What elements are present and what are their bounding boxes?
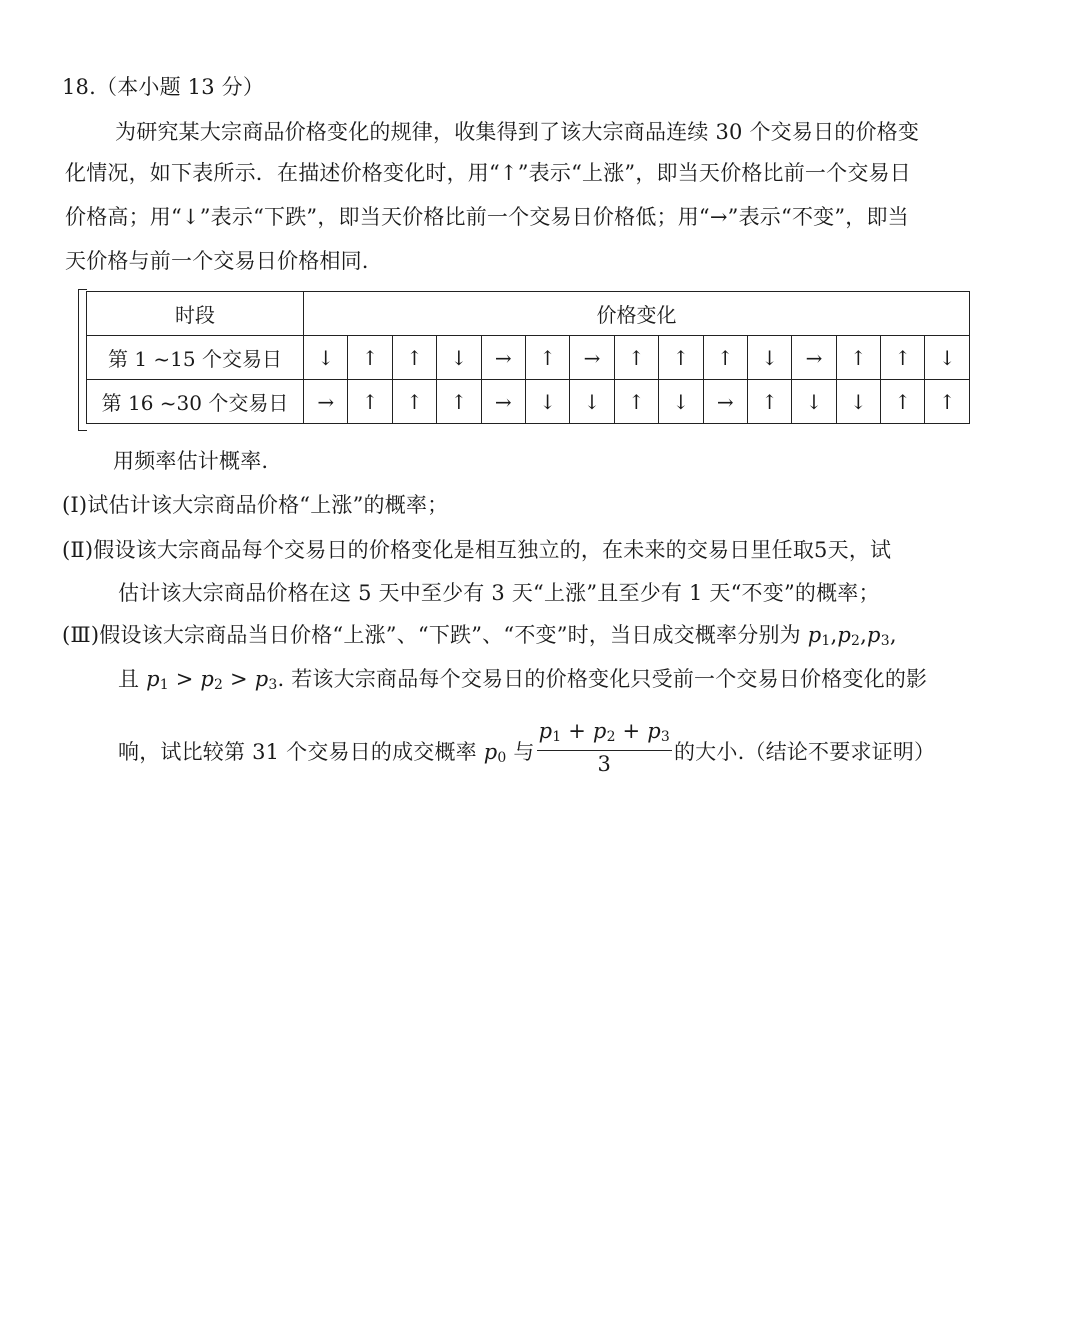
price-change-table	[86, 291, 970, 424]
q3-line2-pre: 且	[118, 667, 147, 691]
fraction-numerator: $p_1 + p_2 + p_3$	[537, 718, 672, 751]
q3-line2-post: . 若该大宗商品每个交易日的价格变化只受前一个交易日价格变化的影	[277, 667, 928, 691]
arrow-cell: ↑	[348, 380, 392, 424]
math-inequality: $p_1 > p_2 > p_3$	[146, 667, 278, 693]
arrow-cell: ↑	[703, 336, 747, 380]
arrow-cell: ↑	[881, 380, 925, 424]
frequency-note: 用频率估计概率.	[113, 449, 269, 473]
arrow-cell: ↑	[348, 336, 392, 380]
table-header-row	[87, 292, 970, 336]
arrow-cell: ↑	[437, 380, 481, 424]
arrow-cell: ↑	[392, 336, 436, 380]
arrow-cell: ↑	[525, 336, 569, 380]
arrow-cell: →	[481, 336, 525, 380]
arrow-cell: →	[481, 380, 525, 424]
arrow-cell: ↑	[614, 380, 658, 424]
question-3-line-2	[118, 664, 927, 700]
intro-line-2: 化情况，如下表所示．在描述价格变化时，用“↑”表示“上涨”，即当天价格比前一个交易日	[65, 161, 911, 185]
arrow-cell: ↓	[925, 336, 970, 380]
arrow-cell: ↓	[792, 380, 836, 424]
table-row-days-1-15	[87, 336, 970, 380]
fraction-denominator: 3	[597, 752, 612, 776]
arrow-cell: ↓	[836, 380, 880, 424]
arrow-cell: →	[703, 380, 747, 424]
question-2-line-1: (Ⅱ)假设该大宗商品每个交易日的价格变化是相互独立的，在未来的交易日里任取5天，试	[62, 538, 892, 562]
arrow-cell: ↑	[659, 336, 703, 380]
question-3-line-3	[118, 719, 936, 783]
intro-line-4: 天价格与前一个交易日价格相同.	[65, 249, 369, 273]
arrow-cell: ↑	[881, 336, 925, 380]
row-label: 第 1 ~15 个交易日	[87, 336, 304, 380]
header-price-change: 价格变化	[304, 292, 970, 336]
arrow-cell: ↓	[570, 380, 614, 424]
intro-line-1: 为研究某大宗商品价格变化的规律，收集得到了该大宗商品连续 30 个交易日的价格变	[115, 120, 920, 144]
q3-line3-pre: 响，试比较第 31 个交易日的成交概率	[118, 740, 484, 764]
q3-line3-mid: 与	[506, 740, 535, 764]
arrow-cell: ↑	[925, 380, 970, 424]
arrow-cell: ↓	[525, 380, 569, 424]
table-row-days-16-30	[87, 380, 970, 424]
q3-line1-text: (Ⅲ)假设该大宗商品当日价格“上涨”、“下跌”、“不变”时，当日成交概率分别为	[62, 623, 808, 647]
arrow-cell: →	[792, 336, 836, 380]
question-1: (Ⅰ)试估计该大宗商品价格“上涨”的概率；	[62, 493, 449, 517]
problem-title: 18.（本小题 13 分）	[62, 75, 265, 99]
math-p1-p2-p3: $p_1,p_2,p_3$,	[807, 623, 897, 649]
arrow-cell: ↓	[304, 336, 348, 380]
arrow-cell: ↓	[437, 336, 481, 380]
arrow-cell: ↓	[659, 380, 703, 424]
row-label: 第 16 ~30 个交易日	[87, 380, 304, 424]
header-period: 时段	[87, 292, 304, 336]
intro-line-3: 价格高；用“↓”表示“下跌”，即当天价格比前一个交易日价格低；用“→”表示“不变”，即当	[65, 205, 909, 229]
arrow-cell: ↑	[392, 380, 436, 424]
question-2-line-2: 估计该大宗商品价格在这 5 天中至少有 3 天“上涨”且至少有 1 天“不变”的概率；	[118, 581, 880, 605]
arrow-cell: →	[570, 336, 614, 380]
q3-line3-post: 的大小.（结论不要求证明）	[673, 740, 936, 764]
math-fraction	[537, 718, 672, 777]
math-p0: $p_0$	[483, 740, 507, 766]
arrow-cell: ↓	[747, 336, 791, 380]
arrow-cell: ↑	[747, 380, 791, 424]
question-3-line-1	[62, 620, 897, 656]
arrow-cell: ↑	[614, 336, 658, 380]
arrow-cell: ↑	[836, 336, 880, 380]
arrow-cell: →	[304, 380, 348, 424]
